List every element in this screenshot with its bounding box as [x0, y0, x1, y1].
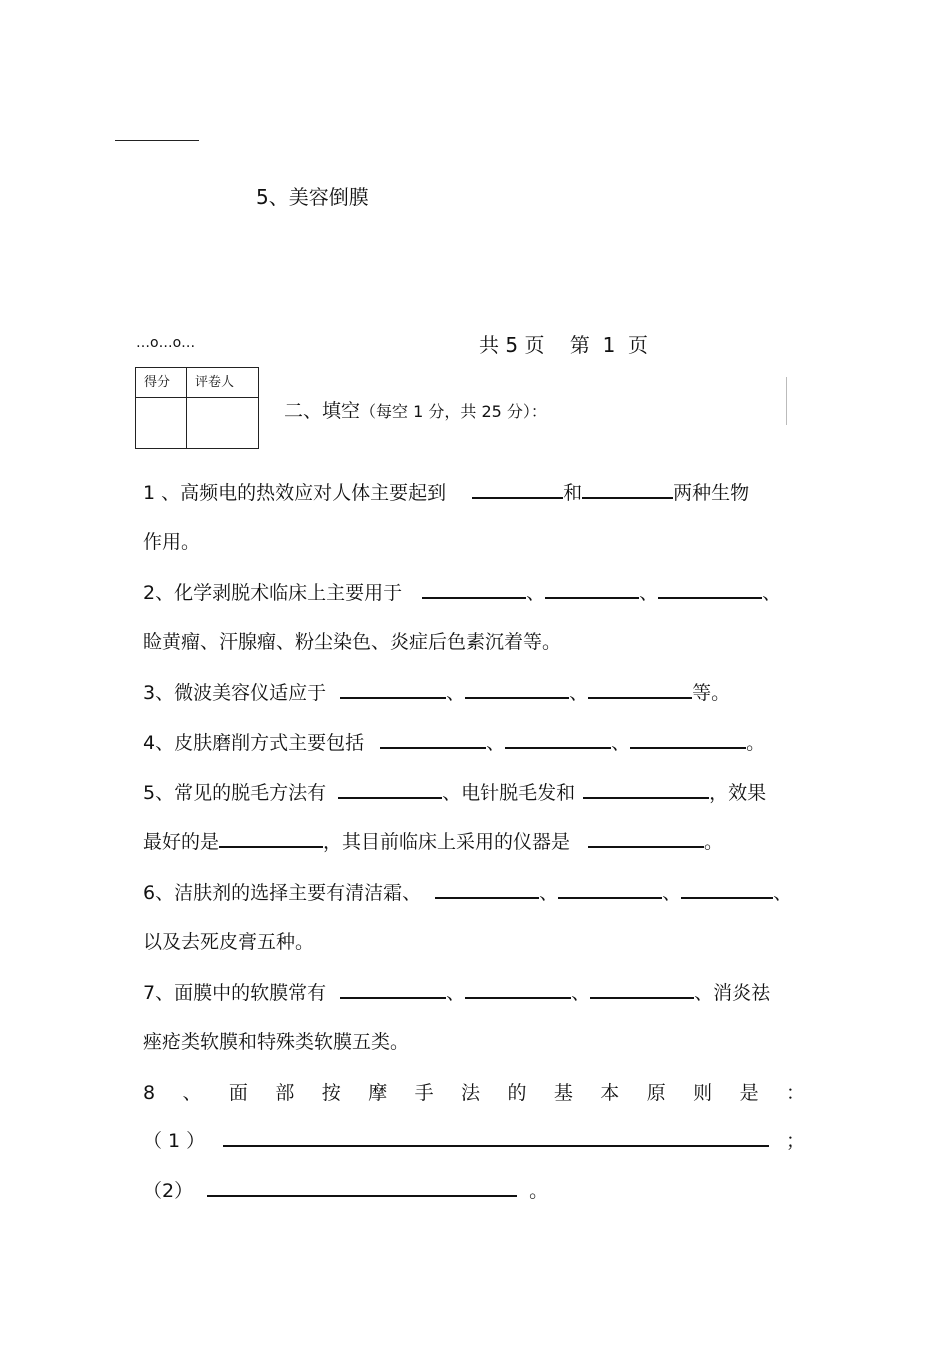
q8-char: ：: [785, 1082, 805, 1104]
q8-char: 的: [507, 1082, 527, 1104]
section-title: 二、填空: [284, 400, 361, 422]
question-2-line-1: [143, 581, 781, 605]
q8-char: 部: [275, 1082, 295, 1104]
q8-char: 按: [321, 1082, 341, 1104]
q8-char: 8: [143, 1082, 156, 1104]
page-marker: …o…o…: [136, 335, 196, 351]
separator: 、: [773, 882, 793, 904]
question-8-line-2: [143, 1129, 805, 1153]
separator: 、: [611, 732, 631, 754]
blank[interactable]: [340, 981, 446, 999]
question-1-line-1: [143, 481, 749, 505]
q8-part-2-label: （2）: [143, 1180, 194, 1202]
blank[interactable]: [465, 681, 569, 699]
blank[interactable]: [582, 481, 673, 499]
question-5-line-1: [143, 781, 766, 805]
question-5-line-2: [143, 830, 723, 854]
blank[interactable]: [465, 981, 571, 999]
blank[interactable]: [658, 581, 762, 599]
blank[interactable]: [472, 481, 563, 499]
q6-text: 6、洁肤剂的选择主要有清洁霜、: [143, 882, 422, 904]
q3-end: 等。: [692, 682, 731, 704]
q8-char: 摩: [368, 1082, 388, 1104]
q1-and: 和: [563, 482, 583, 504]
q5-text-3: ，效果: [709, 782, 767, 804]
q8-part-1-end: ；: [785, 1130, 805, 1152]
margin-line: [786, 377, 787, 425]
score-table: [135, 367, 259, 449]
separator: 、: [662, 882, 682, 904]
blank[interactable]: [590, 981, 694, 999]
separator: 、: [569, 682, 589, 704]
q3-text: 3、微波美容仪适应于: [143, 682, 327, 704]
q2-text: 2、化学剥脱术临床上主要用于: [143, 582, 403, 604]
question-6-line-1: [143, 881, 792, 905]
blank[interactable]: [340, 681, 446, 699]
q5-end: 。: [704, 831, 724, 853]
q8-char: 法: [461, 1082, 481, 1104]
q8-char: 手: [414, 1082, 434, 1104]
separator: 、: [762, 582, 782, 604]
blank[interactable]: [380, 731, 486, 749]
q4-text: 4、皮肤磨削方式主要包括: [143, 732, 365, 754]
q5-text-4: 最好的是: [143, 831, 220, 853]
question-8-line-3: [143, 1179, 548, 1203]
question-4: [143, 731, 765, 755]
separator: 、: [639, 582, 659, 604]
blank[interactable]: [681, 881, 773, 899]
q8-char: 面: [228, 1082, 248, 1104]
q7-text: 7、面膜中的软膜常有: [143, 982, 327, 1004]
separator: 、: [571, 982, 591, 1004]
blank[interactable]: [223, 1129, 769, 1147]
q1-text-2: 两种生物: [673, 482, 750, 504]
q5-text: 5、常见的脱毛方法有: [143, 782, 327, 804]
blank[interactable]: [435, 881, 539, 899]
q1-text: 1 、高频电的热效应对人体主要起到: [143, 482, 447, 504]
separator: 、: [446, 982, 466, 1004]
top-rule: [115, 140, 199, 141]
q5-text-2: 、电针脱毛发和: [442, 782, 576, 804]
separator: 、: [539, 882, 559, 904]
score-label: 得分: [144, 375, 171, 390]
grader-label: 评卷人: [195, 375, 235, 390]
q8-char: 原: [646, 1082, 666, 1104]
q8-char: 、: [182, 1082, 202, 1104]
blank[interactable]: [588, 830, 704, 848]
score-table-rule: [136, 397, 258, 398]
question-5-title: 5、美容倒膜: [256, 185, 369, 209]
section-heading: [284, 396, 547, 423]
separator: 、: [486, 732, 506, 754]
q4-end: 。: [746, 732, 766, 754]
q8-char: 本: [600, 1082, 620, 1104]
q5-text-5: ，其目前临床上采用的仪器是: [323, 831, 571, 853]
blank[interactable]: [545, 581, 639, 599]
question-2-line-2: 睑黄瘤、汗腺瘤、粉尘染色、炎症后色素沉着等。: [143, 631, 562, 653]
blank[interactable]: [338, 781, 442, 799]
q8-part-2-end: 。: [529, 1180, 549, 1202]
blank[interactable]: [505, 731, 611, 749]
q8-char: 则: [693, 1082, 713, 1104]
q8-char: 是: [739, 1082, 759, 1104]
score-table-divider: [186, 368, 187, 448]
blank[interactable]: [558, 881, 662, 899]
blank[interactable]: [588, 681, 692, 699]
blank[interactable]: [422, 581, 526, 599]
page-count: 共 5 页 第 1 页: [479, 333, 649, 357]
question-3: [143, 681, 730, 705]
blank[interactable]: [207, 1179, 517, 1197]
separator: 、: [526, 582, 546, 604]
separator: 、: [446, 682, 466, 704]
question-8-line-1: [143, 1081, 805, 1105]
question-6-line-2: 以及去死皮膏五种。: [143, 931, 315, 953]
question-1-line-2: 作用。: [143, 531, 201, 553]
q8-char: 基: [553, 1082, 573, 1104]
blank[interactable]: [219, 830, 323, 848]
q8-part-1-label: （ 1 ）: [143, 1130, 206, 1152]
question-7-line-2: 痤疮类软膜和特殊类软膜五类。: [143, 1031, 410, 1053]
question-7-line-1: [143, 981, 770, 1005]
blank[interactable]: [630, 731, 746, 749]
q7-text-2: 、消炎祛: [694, 982, 771, 1004]
section-note: （每空 1 分，共 25 分）：: [360, 402, 547, 421]
blank[interactable]: [583, 781, 709, 799]
